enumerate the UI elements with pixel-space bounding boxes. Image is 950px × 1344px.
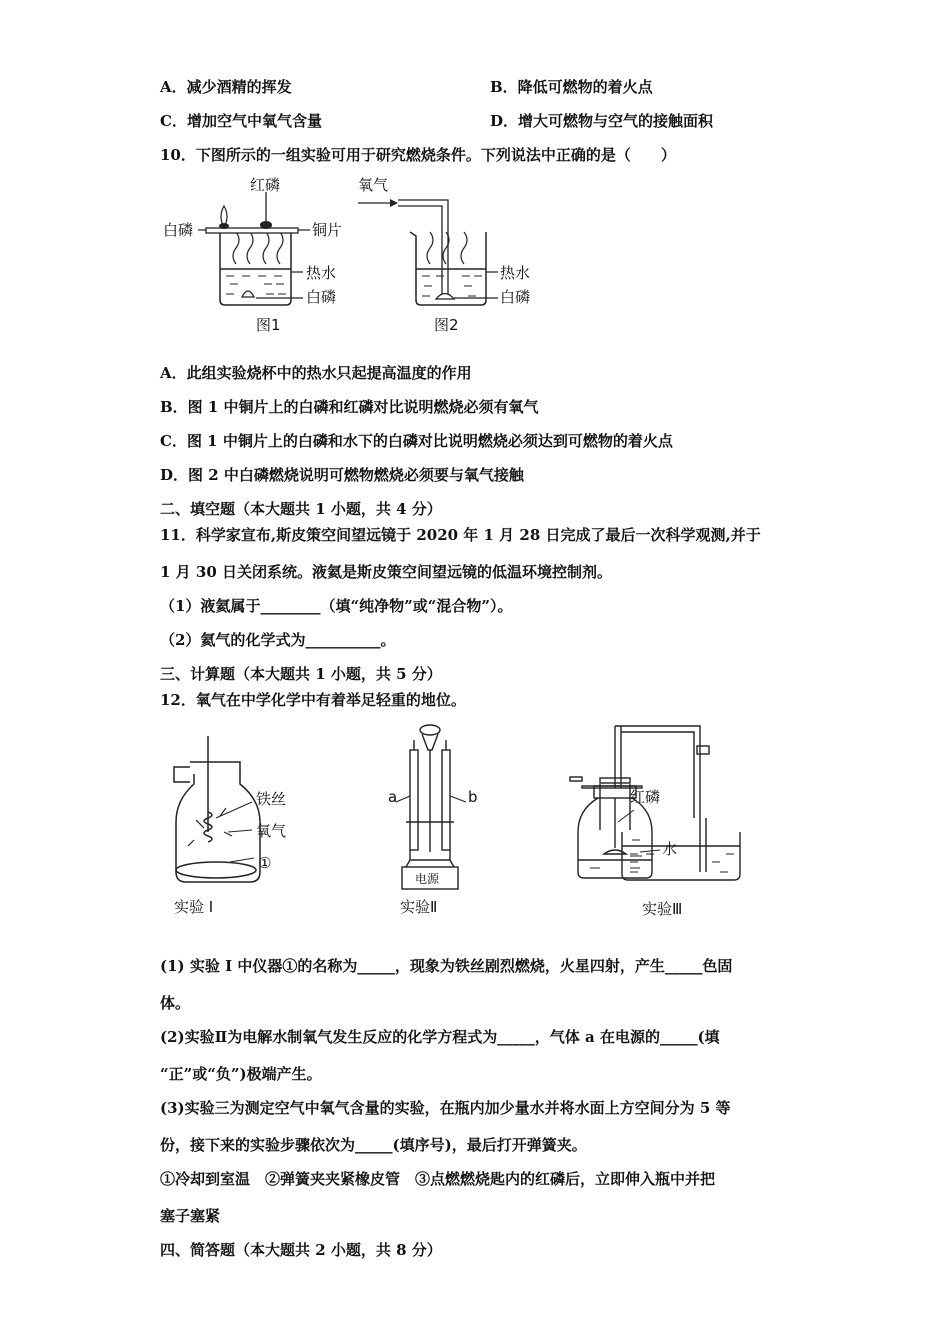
label-iron-wire: 铁丝 bbox=[256, 790, 287, 808]
oxygen-tube bbox=[398, 200, 448, 294]
q12-steps-line2: 塞子塞紧 bbox=[160, 1207, 221, 1225]
label-hot-water-fig1: 热水 bbox=[306, 264, 337, 282]
caption-experiment3: 实验Ⅲ bbox=[642, 900, 683, 918]
section3-heading: 三、计算题（本大题共 1 小题，共 5 分） bbox=[160, 665, 442, 683]
q12-stem: 12．氧气在中学化学中有着举足轻重的地位。 bbox=[160, 691, 466, 709]
q9-option-b: B．降低可燃物的着火点 bbox=[490, 78, 653, 96]
experiment1-jar bbox=[174, 736, 260, 882]
label-white-phosphorus-fig1-top: 白磷 bbox=[163, 221, 194, 239]
q10-option-c: C．图 1 中铜片上的白磷和水下的白磷对比说明燃烧必须达到可燃物的着火点 bbox=[160, 432, 673, 450]
label-power: 电源 bbox=[415, 872, 440, 886]
q11-part2: （2）氦气的化学式为__________。 bbox=[160, 631, 396, 649]
q10-option-a: A．此组实验烧杯中的热水只起提高温度的作用 bbox=[160, 364, 472, 382]
label-red-phosphorus-fig1: 红磷 bbox=[250, 176, 281, 194]
q12-steps-line1: ①冷却到室温 ②弹簧夹夹紧橡皮管 ③点燃燃烧匙内的红磷后，立即伸入瓶中并把 bbox=[160, 1170, 716, 1188]
caption-fig1: 图1 bbox=[256, 316, 281, 334]
label-oxygen-exp1: 氧气 bbox=[256, 822, 287, 840]
q10-stem: 10．下图所示的一组实验可用于研究燃烧条件。下列说法中正确的是（ ） bbox=[160, 146, 676, 164]
q12-part2-line2: “正”或“负”)极端产生。 bbox=[160, 1065, 322, 1083]
label-water-exp3: 水 bbox=[662, 840, 678, 858]
underwater-phosphorus-fig1 bbox=[242, 291, 254, 297]
label-white-phosphorus-fig2: 白磷 bbox=[500, 288, 531, 306]
q10-figure bbox=[158, 172, 558, 337]
q11-line2: 1 月 30 日关闭系统。液氦是斯皮策空间望远镜的低温环境控制剂。 bbox=[160, 563, 612, 581]
label-red-phosphorus-exp3: 红磷 bbox=[630, 788, 661, 806]
q12-part3-line1: (3)实验三为测定空气中氧气含量的实验，在瓶内加少量水并将水面上方空间分为 5 等 bbox=[160, 1099, 731, 1117]
section4-heading: 四、简答题（本大题共 2 小题，共 8 分） bbox=[160, 1241, 442, 1259]
underwater-phosphorus-fig2 bbox=[436, 294, 454, 300]
experiment2-apparatus bbox=[402, 725, 458, 889]
q12-part1-line2: 体。 bbox=[160, 994, 191, 1012]
caption-fig2: 图2 bbox=[434, 316, 459, 334]
caption-experiment1: 实验 I bbox=[174, 898, 214, 916]
q11-part1: （1）液氦属于________（填“纯净物”或“混合物”）。 bbox=[160, 597, 513, 615]
q12-figure bbox=[160, 722, 780, 922]
label-hot-water-fig2: 热水 bbox=[500, 264, 531, 282]
copper-plate bbox=[206, 228, 298, 233]
q12-part2-line1: (2)实验Ⅱ为电解水制氧气发生反应的化学方程式为_____，气体 a 在电源的_____(填 bbox=[160, 1028, 720, 1046]
label-instrument-1: ① bbox=[258, 854, 272, 872]
label-white-phosphorus-fig1-bottom: 白磷 bbox=[306, 288, 337, 306]
q12-part3-line2: 份，接下来的实验步骤依次为_____(填序号)，最后打开弹簧夹。 bbox=[160, 1136, 587, 1154]
label-oxygen-fig2: 氧气 bbox=[358, 176, 389, 194]
label-a: a bbox=[388, 788, 398, 806]
q10-option-b: B．图 1 中铜片上的白磷和红磷对比说明燃烧必须有氧气 bbox=[160, 398, 539, 416]
q12-part1-line1: (1) 实验 I 中仪器①的名称为_____，现象为铁丝剧烈燃烧，火星四射，产生_____色固 bbox=[160, 957, 733, 975]
section2-heading: 二、填空题（本大题共 1 小题，共 4 分） bbox=[160, 500, 442, 518]
q9-option-d: D．增大可燃物与空气的接触面积 bbox=[490, 112, 714, 130]
label-b: b bbox=[468, 788, 478, 806]
q9-option-c: C．增加空气中氧气含量 bbox=[160, 112, 322, 130]
label-copper-sheet: 铜片 bbox=[312, 221, 343, 239]
arrow-icon bbox=[390, 199, 398, 207]
q10-option-d: D．图 2 中白磷燃烧说明可燃物燃烧必须要与氧气接触 bbox=[160, 466, 524, 484]
caption-experiment2: 实验Ⅱ bbox=[400, 898, 438, 916]
q11-line1: 11．科学家宣布,斯皮策空间望远镜于 2020 年 1 月 28 日完成了最后一次科学观测,并于 bbox=[160, 526, 761, 544]
q9-option-a: A．减少酒精的挥发 bbox=[160, 78, 292, 96]
